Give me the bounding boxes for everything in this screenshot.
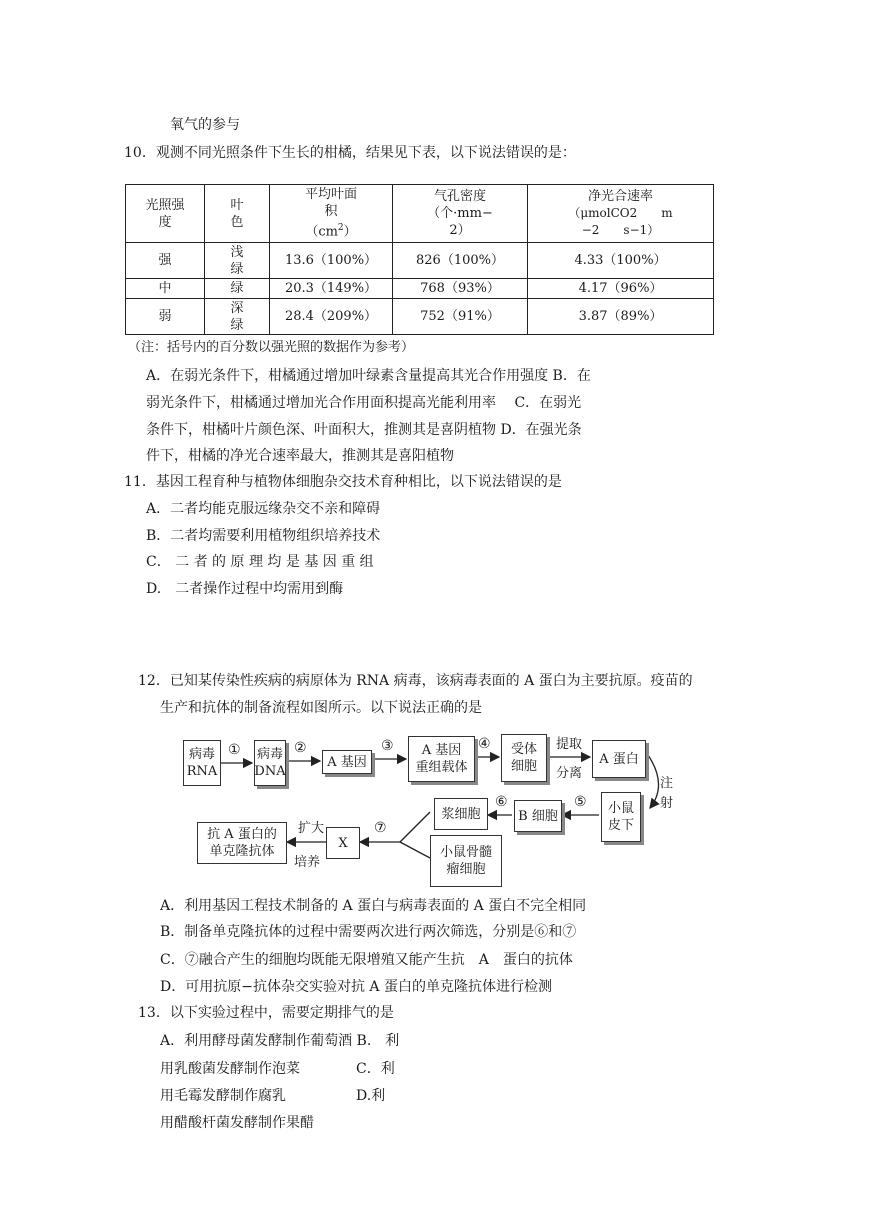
q12-option-d: D．可用抗原−抗体杂交实验对抗 A 蛋白的单克隆抗体进行检测	[160, 979, 552, 995]
step-7-label: ⑦	[374, 820, 387, 836]
box-x: X	[326, 827, 360, 859]
step-1-label: ①	[228, 742, 241, 758]
cell-area: 13.6（100%）	[270, 243, 393, 279]
table-row	[126, 243, 714, 279]
table-header-row	[126, 185, 714, 243]
question-12-line-2: 生产和抗体的制备流程如图所示。以下说法正确的是	[160, 700, 482, 716]
question-11: 11．基因工程育种与植物体细胞杂交技术育种相比，以下说法错误的是	[124, 474, 562, 490]
cell-rate: 4.33（100%）	[528, 243, 714, 279]
cell-color: 绿	[205, 279, 270, 299]
cell-density: 768（93%）	[393, 279, 528, 299]
label-inject-2: 射	[660, 796, 674, 811]
box-b-cell: B 细胞	[514, 800, 562, 832]
box-plasma-cell: 浆细胞	[434, 798, 488, 830]
question-12: 12．已知某传染性疾病的病原体为 RNA 病毒，该病毒表面的 A 蛋白为主要抗原。疫苗的	[138, 673, 693, 689]
cell-light: 中	[126, 279, 205, 299]
question-10: 10．观测不同光照条件下生长的柑橘，结果见下表，以下说法错误的是：	[124, 145, 576, 161]
q11-option-a: A．二者均能克服远缘杂交不亲和障碍	[146, 501, 381, 517]
box-mouse-subcutaneous: 小鼠 皮下	[601, 792, 641, 842]
q13-option-line-2: 用乳酸菌发酵制作泡菜 C．利	[160, 1061, 395, 1077]
header-net-rate: 净光合速率 （μmolCO2 m −2 s−1）	[528, 185, 714, 243]
step-4-label: ④	[478, 736, 491, 752]
q11-option-d: D. 二者操作过程中均需用到酶	[146, 581, 344, 597]
box-protein-a: A 蛋白	[592, 740, 646, 778]
label-culture: 培养	[294, 855, 321, 870]
box-recombinant-vector: A 基因 重组载体	[408, 736, 475, 782]
box-virus-dna: 病毒 DNA	[254, 740, 286, 786]
header-stomata-density: 气孔密度 （个·mm− 2）	[393, 185, 528, 243]
box-gene-a: A 基因	[322, 750, 372, 774]
q13-option-line-1: A．利用酵母菌发酵制作葡萄酒 B. 利	[160, 1033, 400, 1049]
q12-option-a: A．利用基因工程技术制备的 A 蛋白与病毒表面的 A 蛋白不完全相同	[160, 898, 587, 914]
label-inject-1: 注	[660, 776, 674, 791]
table-note: （注：括号内的百分数以强光照的数据作为参考）	[128, 340, 415, 355]
q10-option-line-4: 件下，柑橘的净光合速率最大，推测其是喜阳植物	[146, 448, 454, 464]
header-leaf-area: 平均叶面 积 $(cm^2)$	[270, 185, 393, 243]
cell-color: 浅 绿	[205, 243, 270, 279]
cell-light: 强	[126, 243, 205, 279]
prev-answer-text: 氧气的参与	[170, 117, 240, 133]
header-leaf-color: 叶 色	[205, 185, 270, 243]
label-separate: 分离	[556, 766, 583, 781]
step-2-label: ②	[294, 740, 307, 756]
q10-option-line-1: A．在弱光条件下，柑橘通过增加叶绿素含量提高其光合作用强度 B．在	[146, 368, 591, 384]
q10-option-line-2: 弱光条件下，柑橘通过增加光合作用面积提高光能利用率 C．在弱光	[146, 395, 582, 411]
cell-color: 深 绿	[205, 299, 270, 335]
step-3-label: ③	[381, 738, 394, 754]
question-13: 13．以下实验过程中，需要定期排气的是	[138, 1005, 394, 1021]
q13-option-line-3: 用毛霉发酵制作腐乳 D.利	[160, 1088, 386, 1104]
label-expand: 扩大	[298, 821, 325, 836]
cell-light: 弱	[126, 299, 205, 335]
step-5-label: ⑤	[574, 794, 587, 810]
q12-option-b: B．制备单克隆抗体的过程中需要两次进行两次筛选，分别是⑥和⑦	[160, 924, 577, 940]
table-row	[126, 279, 714, 299]
box-monoclonal-antibody: 抗 A 蛋白的 单克隆抗体	[197, 822, 287, 864]
q11-option-c: C． 二 者 的 原 理 均 是 基 因 重 组	[146, 554, 374, 570]
box-recipient-cell: 受体 细胞	[501, 734, 547, 782]
box-virus-rna: 病毒 RNA	[183, 740, 221, 786]
header-light: 光照强 度	[126, 185, 205, 243]
box-myeloma-cell: 小鼠骨髓 瘤细胞	[430, 835, 502, 887]
table-row	[126, 299, 714, 335]
label-extract: 提取	[556, 737, 583, 752]
observation-table	[125, 184, 714, 335]
q10-option-line-3: 条件下，柑橘叶片颜色深、叶面积大，推测其是喜阴植物 D．在强光条	[146, 422, 582, 438]
q12-option-c: C．⑦融合产生的细胞均既能无限增殖又能产生抗 A 蛋白的抗体	[160, 952, 573, 968]
cell-rate: 3.87（89%）	[528, 299, 714, 335]
q13-option-line-4: 用醋酸杆菌发酵制作果醋	[160, 1115, 314, 1131]
cell-rate: 4.17（96%）	[528, 279, 714, 299]
cell-density: 752（91%）	[393, 299, 528, 335]
cell-area: 20.3（149%）	[270, 279, 393, 299]
cell-density: 826（100%）	[393, 243, 528, 279]
step-6-label: ⑥	[495, 794, 508, 810]
q11-option-b: B．二者均需要利用植物组织培养技术	[146, 528, 381, 544]
cell-area: 28.4（209%）	[270, 299, 393, 335]
